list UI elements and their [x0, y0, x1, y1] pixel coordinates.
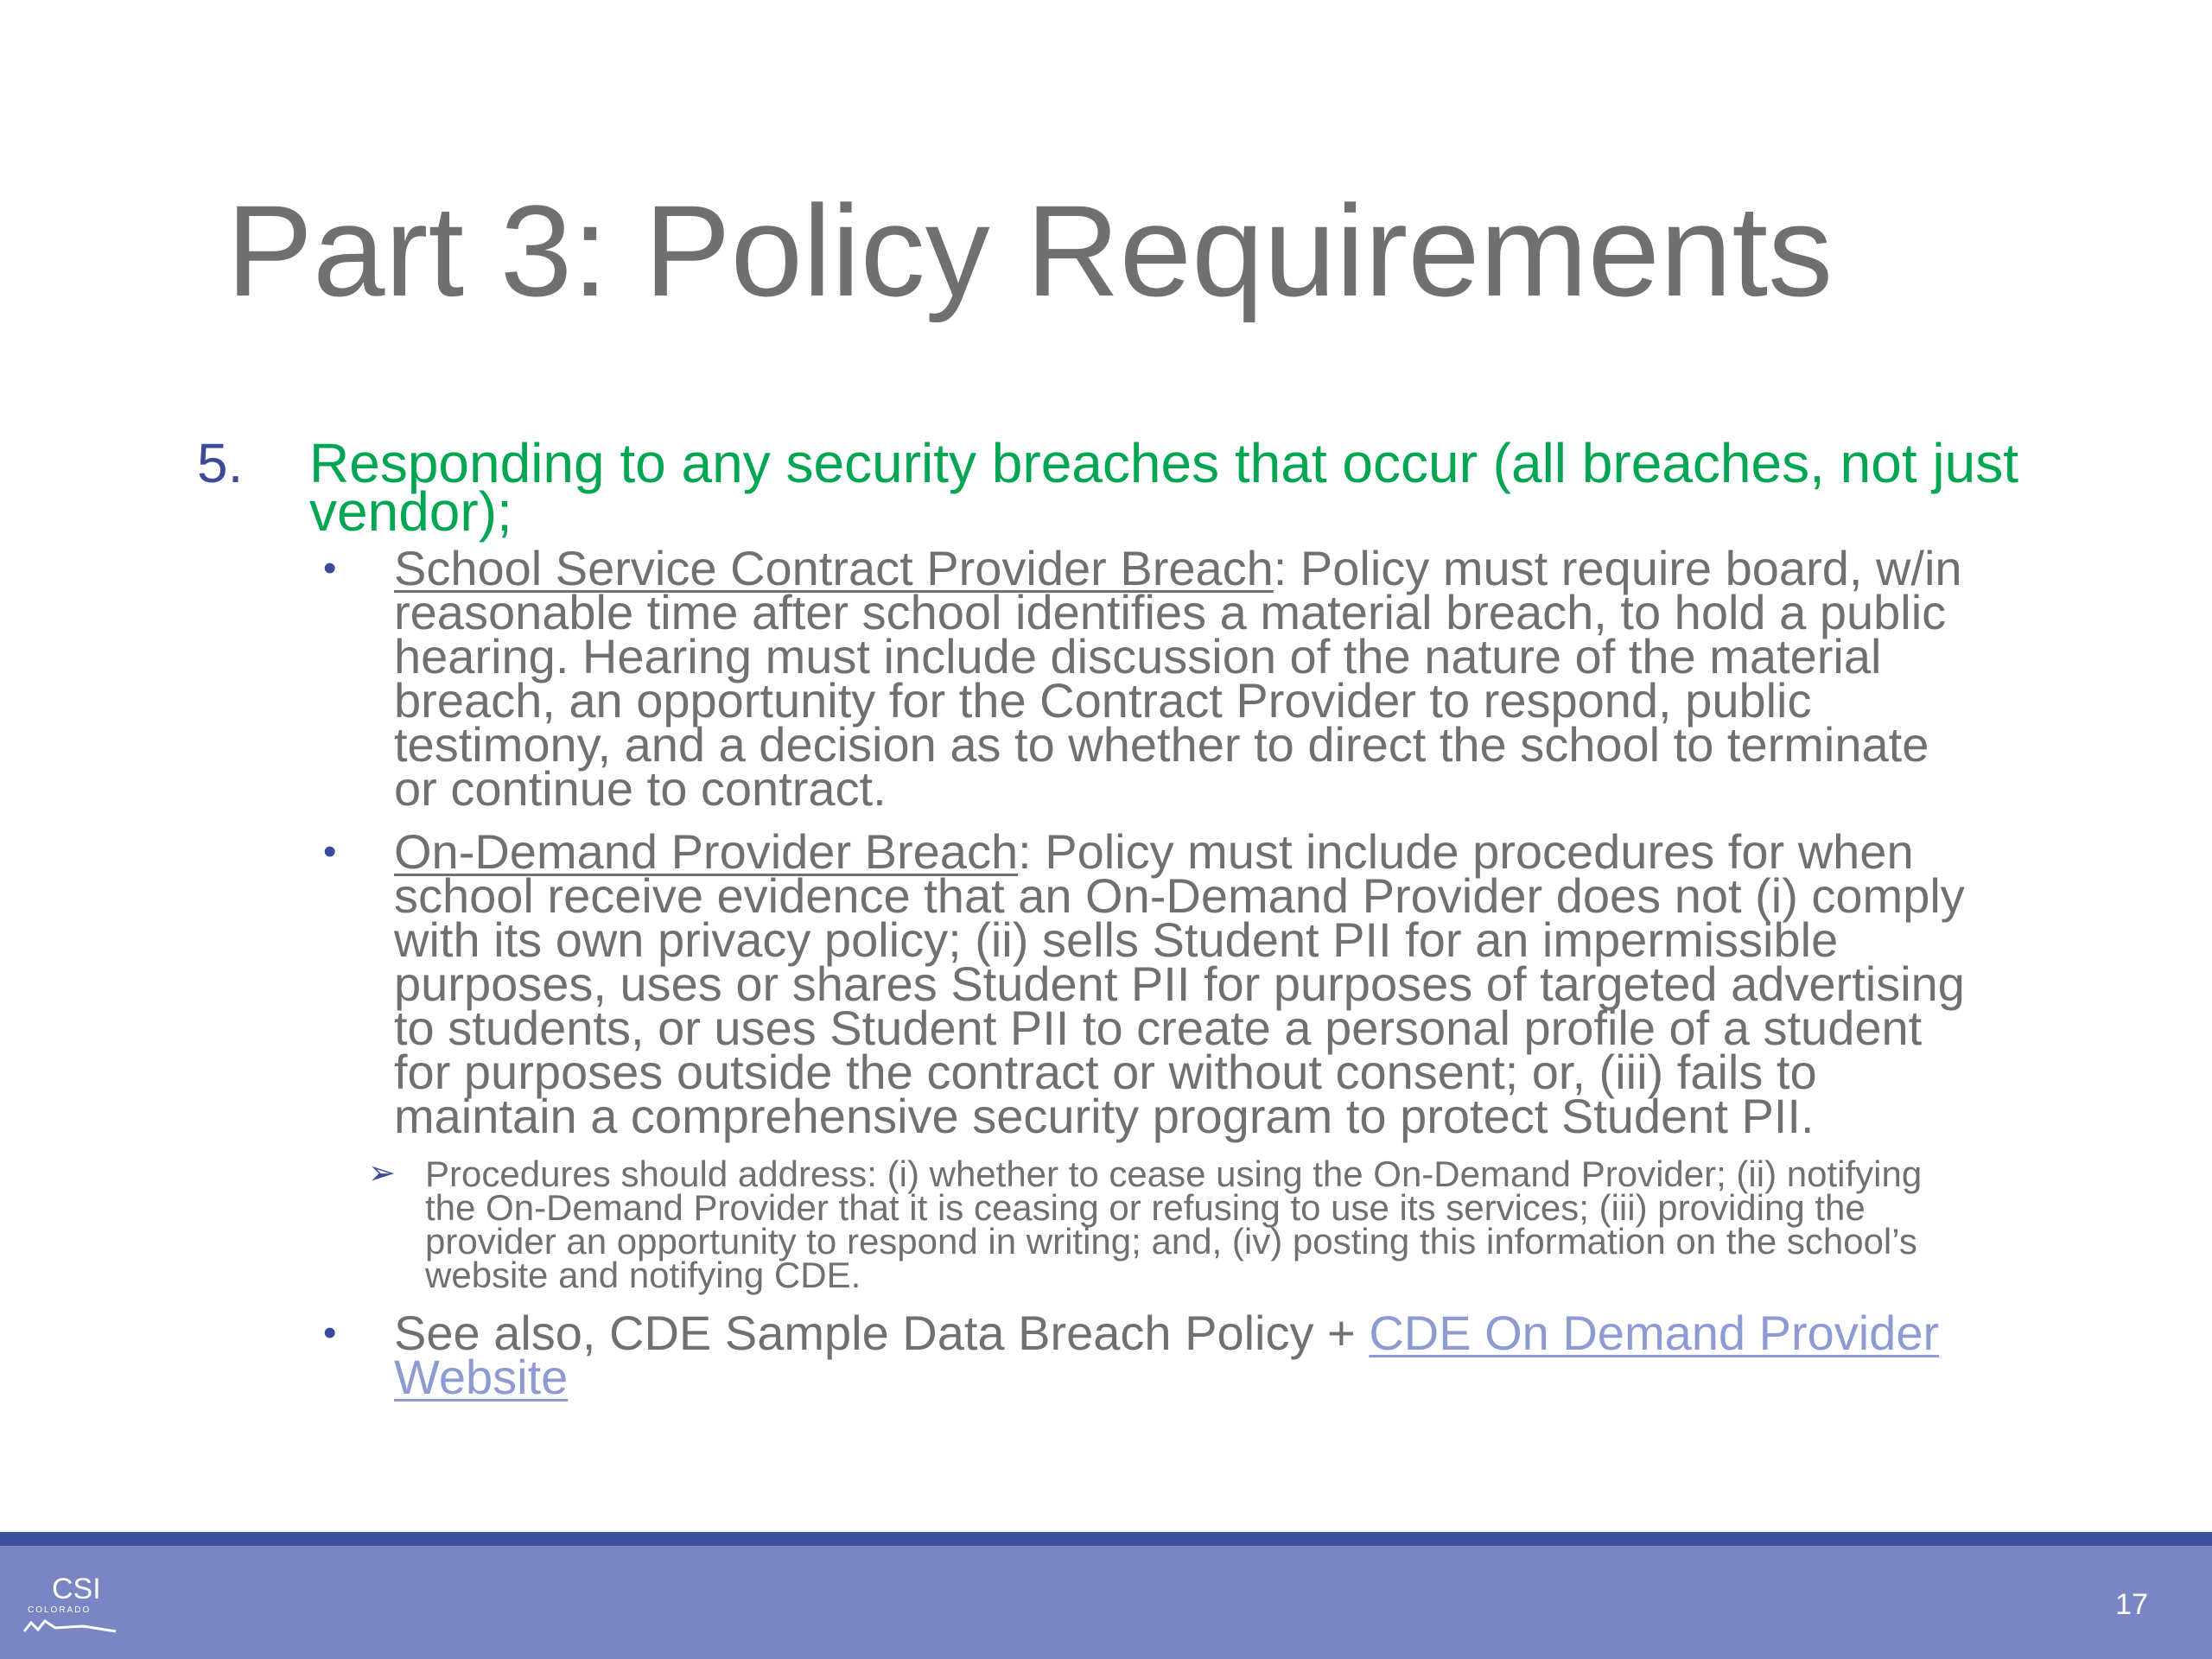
- bullet-see-also: [323, 1306, 1967, 1404]
- footer-divider: [0, 1532, 2212, 1546]
- bullet-icon: •: [323, 547, 337, 589]
- bullet-heading: On-Demand Provider Breach: [394, 824, 1019, 879]
- logo-subtext: COLORADO: [28, 1605, 92, 1615]
- bullet-heading: School Service Contract Provider Breach: [394, 541, 1274, 595]
- bullet-text: : Policy must require board, w/in reasonable time after school identifies a material breach, to hold a public hearing. Hearing must include discussion of the nature of the material breach, an opportunity for the Contract Provider to respond, public testimony, and a decision as to whether to direct the school to terminate or continue to contract.: [394, 541, 1962, 816]
- bullet-list: [323, 541, 1967, 1404]
- bullet-contract-provider-breach: [323, 541, 1967, 816]
- bullet-icon: •: [323, 830, 337, 873]
- mountain-line-icon: [24, 1621, 116, 1631]
- bullet-on-demand-provider-breach: [323, 824, 1967, 1143]
- slide-body: [197, 432, 2020, 1418]
- numbered-item: [197, 432, 2020, 543]
- logo-text: CSI: [52, 1573, 101, 1605]
- sub-bullet-text: Procedures should address: (i) whether to cease using the On-Demand Provider; (ii) notifying the On-Demand Provider that it is ceasing or refusing to use its services; (iii) providing the provider an opportunity to respond in writing; and, (iv) posting this information on the school’s website and notifying CDE.: [425, 1154, 1923, 1295]
- cde-on-demand-provider-link[interactable]: CDE On Demand Provider Website: [394, 1306, 1940, 1404]
- arrow-bullet-icon: ➢: [368, 1155, 396, 1192]
- page-number: 17: [2115, 1588, 2148, 1621]
- item-number: 5.: [197, 432, 244, 494]
- slide-title: Part 3: Policy Requirements: [226, 178, 1834, 323]
- bullet-text: : Policy must include procedures for when school receive evidence that an On-Demand Provider does not (i) comply with its own privacy policy; (ii) sells Student PII for an impermissible purposes, uses or shares Student PII for purposes of targeted advertising to students, or uses Student PII to create a personal profile of a student for purposes outside the contract or without consent; or, (iii) fails to maintain a comprehensive security program to protect Student PII.: [394, 824, 1965, 1143]
- csi-colorado-logo: [22, 1564, 126, 1642]
- footer-bar: [0, 1546, 2212, 1659]
- sub-bullet-procedures: [368, 1154, 1963, 1295]
- bullet-icon: •: [323, 1312, 337, 1354]
- see-also-text: See also, CDE Sample Data Breach Policy +: [394, 1306, 1370, 1360]
- item-text: Responding to any security breaches that occur (all breaches, not just vendor);: [309, 432, 2018, 543]
